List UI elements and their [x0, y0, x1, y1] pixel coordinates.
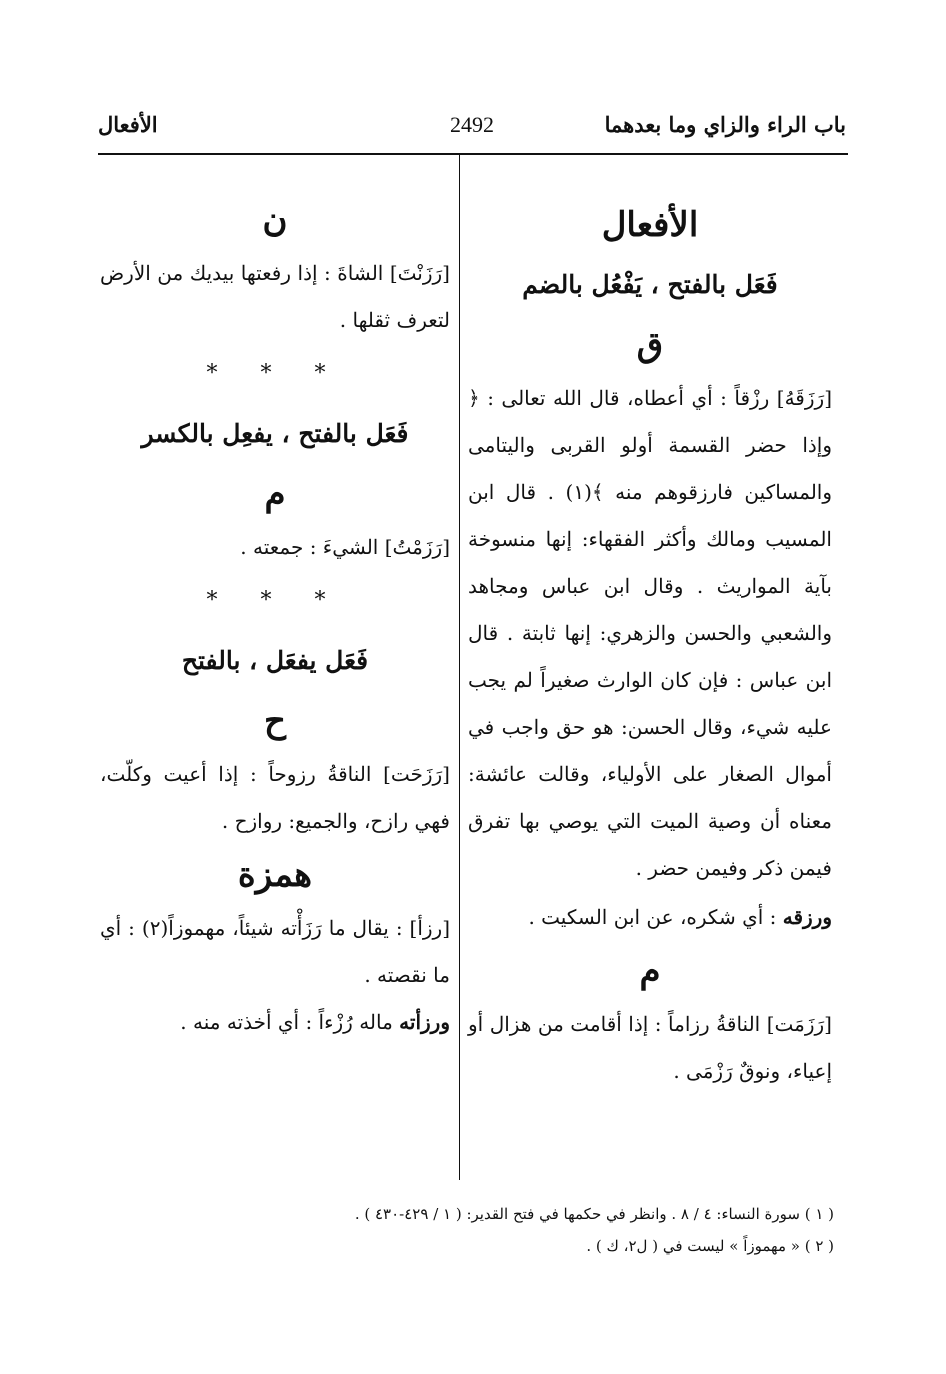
dictionary-entry: [رَزَمَت] الناقةُ رزاماً : إذا أقامت من هزال أو إعياء، ونوقٌ رَزْمَى .: [468, 1012, 832, 1083]
verb-pattern-heading: فَعَل بالفتح ، يَفْعُل بالضم: [522, 270, 778, 299]
section-separator: * * *: [206, 361, 344, 386]
dictionary-entry: [رَزَنْتَ] الشاةَ : إذا رفعتها بيديك من الأرض لتعرف ثقلها .: [100, 261, 450, 332]
dictionary-entry: [رَزَقَهُ] رزْقاً : أي أعطاه، قال الله تعالى : ﴿ وإذا حضر القسمة أولو القربى واليتامى والمساكين فارزقوهم منه ﴾(١) . قال ابن المسيب ومالك وأكثر الفقهاء: إنها منسوخة بآية المواريث . وقال ابن عباس ومجاهد والشعبي والحسن والزهري: إنها ثابتة . قال ابن عباس : فإن كان الوارث صغيراً لم يجب عليه شيء، وقال الحسن: هو حق واجب في أموال الصغار على الأولياء، وقالت عائشة: معناه أن وصية الميت التي يوصي بها تفرق فيمن ذكر وفيمن حضر .: [468, 386, 833, 880]
letter-heading: م: [639, 951, 661, 991]
section-separator: * * *: [206, 588, 344, 613]
letter-heading: همزة: [237, 855, 313, 895]
entry-text: ماله رُزْءاً : أي أخذته منه .: [180, 1010, 400, 1034]
page-number: 2492: [450, 112, 494, 137]
dictionary-entry: [رَزَمْتُ] الشيءَ : جمعته .: [240, 535, 450, 559]
section-heading: الأفعال: [601, 205, 699, 245]
footnote-2: ( ٢ ) « مهموزاً » ليست في ( ل٢، ك ) .: [586, 1237, 834, 1255]
dictionary-entry: [468, 894, 832, 941]
verb-pattern-heading: فَعَل يفعَل ، بالفتح: [181, 646, 369, 675]
footnotes: [114, 1198, 834, 1262]
right-column: [468, 195, 832, 1095]
letter-heading: ق: [636, 325, 664, 365]
entry-keyword: ورزأته: [399, 1010, 450, 1034]
entry-keyword: ورزقه: [782, 905, 832, 929]
letter-heading: ح: [264, 701, 286, 741]
page-header: [98, 112, 846, 152]
footnote-1: ( ١ ) سورة النساء: ٤ / ٨ . وانظر في حكمها في فتح القدير: ( ١ / ٤٢٩-٤٣٠ ) .: [354, 1205, 834, 1223]
letter-heading: م: [264, 474, 286, 514]
dictionary-entry: [رزأ] : يقال ما رَزَأْته شيئاً، مهموزاً(٢) : أي ما نقصته .: [100, 916, 451, 987]
dictionary-entry: [رَزَحَت] الناقةُ رزوحاً : إذا أعيت وكلّت، فهي رازح، والجميع: روازح .: [100, 762, 450, 833]
letter-heading: ن: [262, 200, 288, 240]
header-rule: [98, 153, 848, 155]
left-column: [100, 190, 450, 1046]
dictionary-entry: [100, 999, 450, 1046]
verb-pattern-heading: فَعَل بالفتح ، يفعِل بالكسر: [141, 419, 409, 448]
column-divider: [459, 155, 460, 1180]
entry-text: : أي شكره، عن ابن السكيت .: [528, 905, 783, 929]
section-title: الأفعال: [98, 112, 158, 137]
chapter-title: باب الراء والزاي وما بعدهما: [604, 112, 846, 137]
